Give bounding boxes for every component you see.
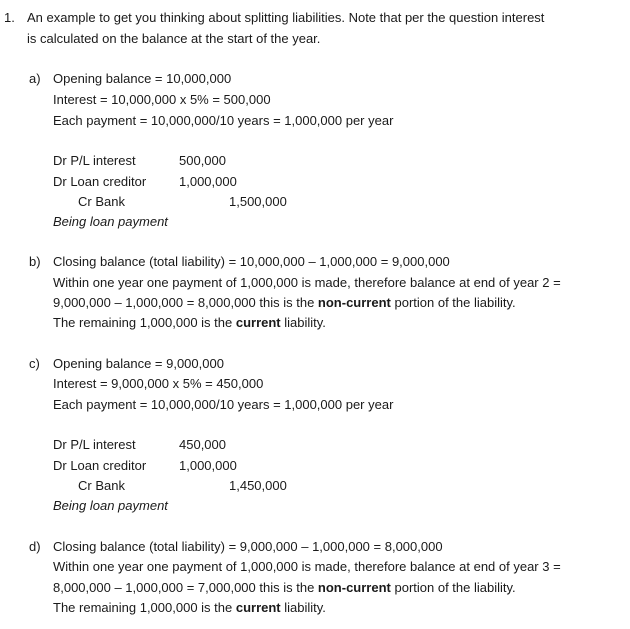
part-c-opening-balance: Opening balance = 9,000,000 [53,356,224,371]
part-a-dr-loan-label: Dr Loan creditor [53,174,147,189]
part-d-current-line: The remaining 1,000,000 is the current liability. [53,600,326,615]
part-b-within-year: Within one year one payment of 1,000,000 is made, therefore balance at end of year 2 = [53,275,561,290]
part-b-label: b) [29,254,41,269]
part-d-noncurrent-line: 8,000,000 – 1,000,000 = 7,000,000 this is the non-current portion of the liability. [53,580,516,595]
part-a-label: a) [29,71,41,86]
part-d-within-year: Within one year one payment of 1,000,000 is made, therefore balance at end of year 3 = [53,559,561,574]
part-c-dr-interest-label: Dr P/L interest [53,437,136,452]
question-intro-line-1: An example to get you thinking about splitting liabilities. Note that per the question interest [27,10,545,25]
part-c-cr-bank-label: Cr Bank [78,478,125,493]
part-c-narrative: Being loan payment [53,498,168,513]
part-a-dr-loan-value: 1,000,000 [179,174,237,189]
part-a-narrative: Being loan payment [53,214,168,229]
part-d-label: d) [29,539,41,554]
part-a-opening-balance: Opening balance = 10,000,000 [53,71,232,86]
part-c-payment: Each payment = 10,000,000/10 years = 1,000,000 per year [53,397,394,412]
part-a-cr-bank-label: Cr Bank [78,194,125,209]
part-a-payment: Each payment = 10,000,000/10 years = 1,000,000 per year [53,113,394,128]
part-b-noncurrent-line: 9,000,000 – 1,000,000 = 8,000,000 this is the non-current portion of the liability. [53,295,516,310]
part-b-closing-balance: Closing balance (total liability) = 10,000,000 – 1,000,000 = 9,000,000 [53,254,450,269]
part-d-closing-balance: Closing balance (total liability) = 9,000,000 – 1,000,000 = 8,000,000 [53,539,443,554]
part-a-dr-interest-label: Dr P/L interest [53,153,136,168]
part-a-dr-interest-value: 500,000 [179,153,226,168]
part-c-interest: Interest = 9,000,000 x 5% = 450,000 [53,376,264,391]
question-number: 1. [4,10,15,25]
part-c-dr-interest-value: 450,000 [179,437,226,452]
part-c-dr-loan-value: 1,000,000 [179,458,237,473]
part-a-interest: Interest = 10,000,000 x 5% = 500,000 [53,92,271,107]
part-c-cr-bank-value: 1,450,000 [229,478,287,493]
part-c-dr-loan-label: Dr Loan creditor [53,458,147,473]
part-a-cr-bank-value: 1,500,000 [229,194,287,209]
part-c-label: c) [29,356,40,371]
part-b-current-line: The remaining 1,000,000 is the current liability. [53,315,326,330]
question-intro-line-2: is calculated on the balance at the start of the year. [27,31,321,46]
